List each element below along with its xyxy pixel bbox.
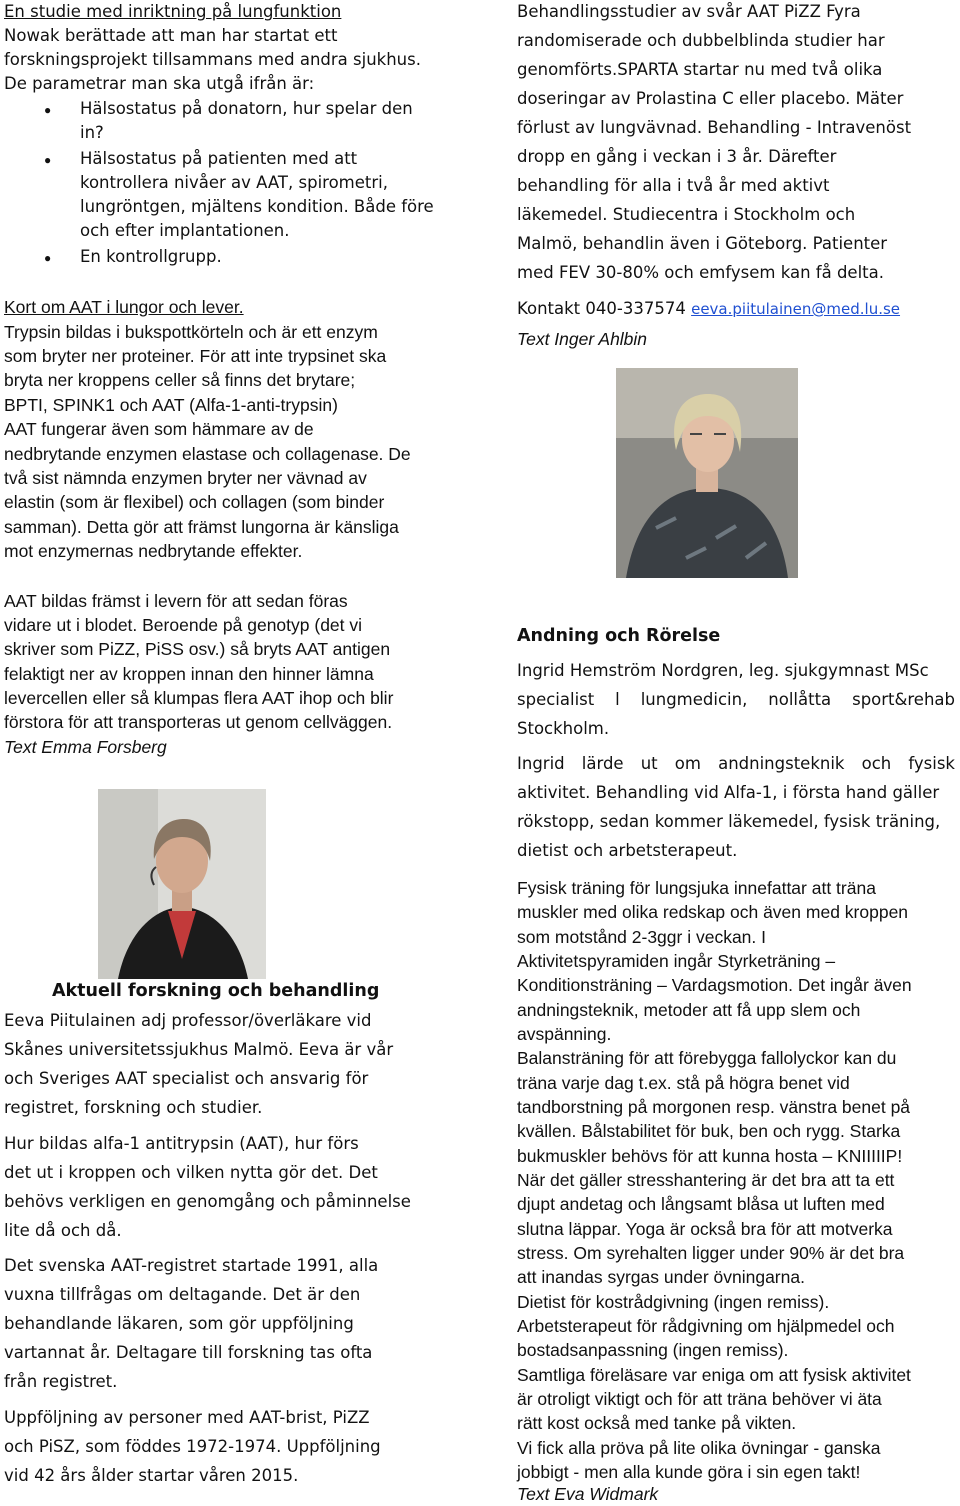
training-line: att inandas syrgas under övningarna. xyxy=(517,1267,805,1287)
training-line: När det gäller stresshantering är det bra att ta ett xyxy=(517,1170,895,1190)
training-line: är otroligt viktigt och för att träna behöver vi äta xyxy=(517,1389,882,1409)
training-line: stress. Om syrehalten ligger under 90% är det bra xyxy=(517,1243,905,1263)
kort-body-line: AAT fungerar även som hämmare av de xyxy=(4,419,314,439)
training-line: Samtliga föreläsare var eniga om att fysisk aktivitet xyxy=(517,1365,911,1385)
training-line: bukmuskler behövs för att kunna hosta – KNIIIIIP! xyxy=(517,1146,903,1166)
training-line: avspänning. xyxy=(517,1024,612,1044)
training-line: kvällen. Bålstabilitet för buk, ben och rygg. Starka xyxy=(517,1121,901,1141)
study-intro-line: De parametrar man ska utgå ifrån är: xyxy=(4,74,315,93)
research-heading: Aktuell forskning och behandling xyxy=(52,981,380,1001)
research-line: Det svenska AAT-registret startade 1991, alla xyxy=(4,1256,379,1275)
research-line: vid 42 års ålder startar våren 2015. xyxy=(4,1466,299,1485)
contact-email-link[interactable]: eeva.piitulainen@med.lu.se xyxy=(691,300,901,318)
andning-para-line: aktivitet. Behandling vid Alfa-1, i första hand gäller xyxy=(517,783,940,802)
training-line: Dietist för kostrådgivning (ingen remiss). xyxy=(517,1292,830,1312)
study-intro-line: forskningsprojekt tillsammans med andra sjukhus. xyxy=(4,50,421,69)
aat-body-line: vidare ut i blodet. Beroende på genotyp (det vi xyxy=(4,615,363,635)
bullet-text: lungröntgen, mjältens kondition. Både före xyxy=(80,197,434,216)
training-line: Vi fick alla pröva på lite olika övningar - ganska xyxy=(517,1438,881,1458)
treatment-line: med FEV 30-80% och emfysem kan få delta. xyxy=(517,263,884,282)
andning-intro-line: Stockholm. xyxy=(517,719,610,738)
bullet-icon: ● xyxy=(44,103,52,117)
research-line: och Sveriges AAT specialist och ansvarig för xyxy=(4,1069,369,1088)
aat-body-line: AAT bildas främst i levern för att sedan föras xyxy=(4,591,348,611)
training-line: Arbetsterapeut för rådgivning om hjälpmedel och xyxy=(517,1316,895,1336)
training-line: slutna läppar. Yoga är också bra för att motverka xyxy=(517,1219,893,1239)
training-line: muskler med olika redskap och även med kroppen xyxy=(517,902,909,922)
training-line: bostadsanpassning (ingen remiss). xyxy=(517,1340,789,1360)
study-heading: En studie med inriktning på lungfunktion xyxy=(4,2,342,21)
training-line: djupt andetag och långsamt blåsa ut luften med xyxy=(517,1194,885,1214)
kort-body-line: som bryter ner proteiner. För att inte trypsinet ska xyxy=(4,346,387,366)
bullet-text: in? xyxy=(80,123,104,142)
research-line: Skånes universitetssjukhus Malmö. Eeva är vår xyxy=(4,1040,394,1059)
andning-heading: Andning och Rörelse xyxy=(517,626,721,646)
treatment-line: Behandlingsstudier av svår AAT PiZZ Fyra xyxy=(517,2,861,21)
andning-para-line: dietist och arbetsterapeut. xyxy=(517,841,738,860)
contact-label: Kontakt 040-337574 xyxy=(517,299,692,318)
bullet-icon: ● xyxy=(44,153,52,167)
treatment-line: Malmö, behandlin även i Göteborg. Patienter xyxy=(517,234,888,253)
bullet-text: och efter implantationen. xyxy=(80,221,290,240)
training-line: jobbigt - men alla kunde göra i sin egen takt! xyxy=(517,1462,861,1482)
kort-body-line: samman). Detta gör att främst lungorna är känsliga xyxy=(4,517,399,537)
bullet-icon: ● xyxy=(44,251,52,265)
kort-body-line: nedbrytande enzymen elastase och collagenase. De xyxy=(4,444,411,464)
treatment-line: randomiserade och dubbelblinda studier har xyxy=(517,31,885,50)
andning-para-line: Ingrid lärde ut om andningsteknik och fysisk xyxy=(517,754,955,773)
research-line: Hur bildas alfa-1 antitrypsin (AAT), hur förs xyxy=(4,1134,359,1153)
research-line: behövs verkligen en genomgång och påminnelse xyxy=(4,1192,411,1211)
training-line: andningsteknik, metoder att få upp slem och xyxy=(517,1000,861,1020)
treatment-line: behandling för alla i två år med aktivt xyxy=(517,176,830,195)
training-line: tandborstning på morgonen resp. vänstra benet på xyxy=(517,1097,911,1117)
byline-eva: Text Eva Widmark xyxy=(517,1484,659,1504)
byline-emma: Text Emma Forsberg xyxy=(4,737,167,757)
treatment-line: läkemedel. Studiecentra i Stockholm och xyxy=(517,205,856,224)
contact-line xyxy=(517,297,900,321)
research-line: vuxna tillfrågas om deltagande. Det är den xyxy=(4,1285,361,1304)
andning-para-line: rökstopp, sedan kommer läkemedel, fysisk träning, xyxy=(517,812,941,831)
speaker-photo-eeva xyxy=(98,789,266,979)
treatment-line: förlust av lungvävnad. Behandling - Intravenöst xyxy=(517,118,912,137)
training-line: Balansträning för att förebygga fallolyckor kan du xyxy=(517,1048,897,1068)
bullet-text: kontrollera nivåer av AAT, spirometri, xyxy=(80,173,388,192)
treatment-line: dropp en gång i veckan i 3 år. Därefter xyxy=(517,147,837,166)
aat-body-line: förstora för att transporteras ut genom cellväggen. xyxy=(4,712,393,732)
andning-intro-line: Ingrid Hemström Nordgren, leg. sjukgymnast MSc xyxy=(517,661,929,680)
treatment-line: genomförts.SPARTA startar nu med två olika xyxy=(517,60,883,79)
kort-body-line: mot enzymernas nedbrytande effekter. xyxy=(4,541,303,561)
bullet-text: Hälsostatus på donatorn, hur spelar den xyxy=(80,99,413,118)
research-line: lite då och då. xyxy=(4,1221,122,1240)
andning-intro-line: specialist l lungmedicin, nollåtta sport&rehab xyxy=(517,690,955,709)
bullet-text: En kontrollgrupp. xyxy=(80,247,222,266)
training-line: träna varje dag t.ex. stå på högra benet vid xyxy=(517,1073,850,1093)
research-line: det ut i kroppen och vilken nytta gör det. Det xyxy=(4,1163,378,1182)
training-line: Fysisk träning för lungsjuka innefattar att träna xyxy=(517,878,876,898)
speaker-photo-ingrid xyxy=(616,368,798,578)
aat-body-line: skriver som PiZZ, PiSS osv.) så bryts AAT antigen xyxy=(4,639,391,659)
training-line: som motstånd 2-3ggr i veckan. I xyxy=(517,927,766,947)
research-line: från registret. xyxy=(4,1372,118,1391)
kort-body-line: elastin (som är flexibel) och collagen (som binder xyxy=(4,492,385,512)
kort-body-line: bryta ner kroppens celler så finns det brytare; xyxy=(4,370,356,390)
bullet-text: Hälsostatus på patienten med att xyxy=(80,149,358,168)
training-line: rätt kost också med tanke på vikten. xyxy=(517,1413,797,1433)
kort-body-line: BPTI, SPINK1 och AAT (Alfa-1-anti-trypsin) xyxy=(4,395,338,415)
kort-body-line: Trypsin bildas i bukspottkörteln och är ett enzym xyxy=(4,322,378,342)
training-line: Konditionsträning – Vardagsmotion. Det ingår även xyxy=(517,975,912,995)
treatment-line: doseringar av Prolastina C eller placebo. Mäter xyxy=(517,89,904,108)
research-line: vartannat år. Deltagare till forskning tas ofta xyxy=(4,1343,373,1362)
research-line: behandlande läkaren, som gör uppföljning xyxy=(4,1314,354,1333)
aat-body-line: felaktigt ner av kroppen innan den hinner lämna xyxy=(4,664,374,684)
research-line: Uppföljning av personer med AAT-brist, PiZZ xyxy=(4,1408,370,1427)
byline-inger: Text Inger Ahlbin xyxy=(517,329,648,349)
research-line: registret, forskning och studier. xyxy=(4,1098,263,1117)
study-intro-line: Nowak berättade att man har startat ett xyxy=(4,26,338,45)
aat-body-line: levercellen eller så klumpas flera AAT ihop och blir xyxy=(4,688,394,708)
training-line: Aktivitetspyramiden ingår Styrketräning – xyxy=(517,951,836,971)
research-line: och PiSZ, som föddes 1972-1974. Uppföljning xyxy=(4,1437,381,1456)
kort-heading: Kort om AAT i lungor och lever. xyxy=(4,297,244,317)
kort-body-line: två sist nämnda enzymen bryter ner vävnad av xyxy=(4,468,367,488)
research-line: Eeva Piitulainen adj professor/överläkare vid xyxy=(4,1011,372,1030)
